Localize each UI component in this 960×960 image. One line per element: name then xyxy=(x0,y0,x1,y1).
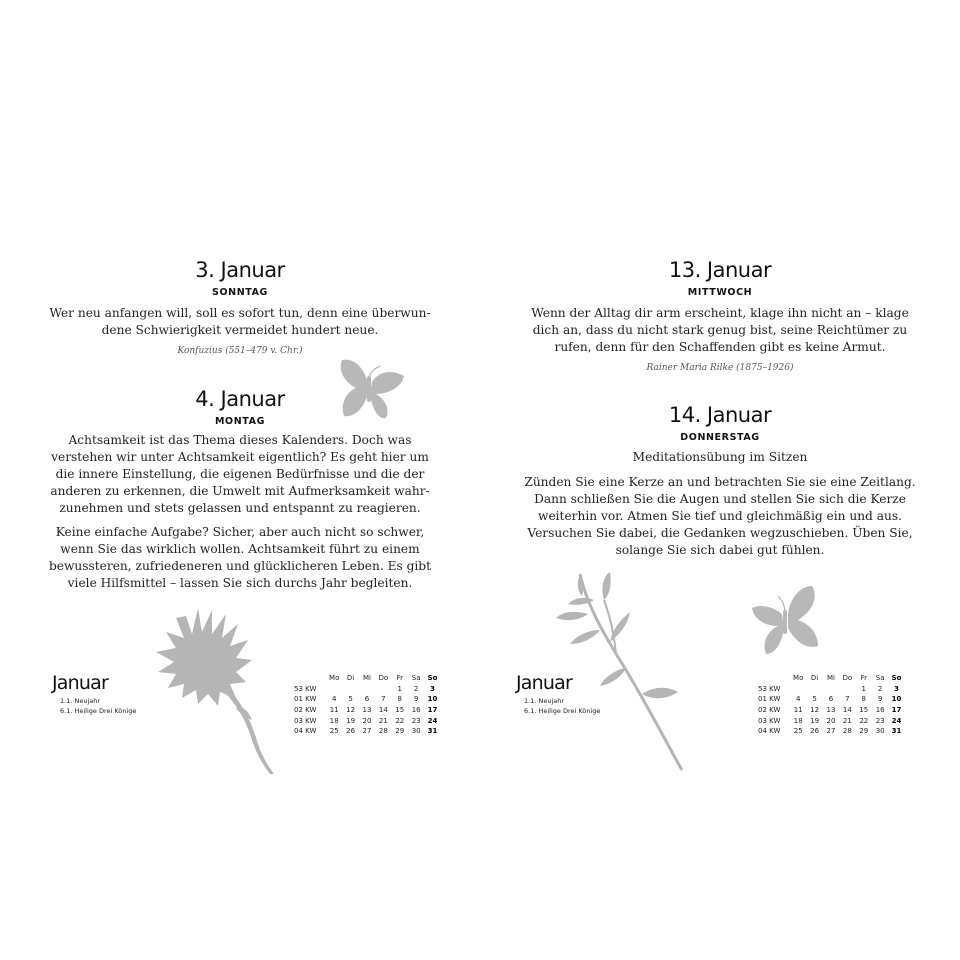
butterfly-icon xyxy=(748,584,824,658)
week-number: 01 KW xyxy=(294,695,317,704)
quote-text: Wenn der Alltag dir arm erscheint, klage ihn nicht an – klage dich an, dass du nicht stark genug bist, seine Reichtümer zu rufen, denn für den Schaffenden gibt es keine Armut. xyxy=(531,306,909,354)
calendar-day: 22 xyxy=(859,716,869,725)
calendar-day: 6 xyxy=(364,695,370,704)
calendar-day xyxy=(806,684,822,695)
calendar-day: 15 xyxy=(395,706,405,715)
weekday-header: Mi xyxy=(826,674,835,683)
calendar-day: 4 xyxy=(795,695,801,704)
calendar-week-row xyxy=(758,715,905,726)
month-calendar xyxy=(758,673,905,737)
month-name: Januar xyxy=(516,672,572,694)
calendar-day xyxy=(839,684,855,695)
calendar-day: 12 xyxy=(810,706,820,715)
week-number: 04 KW xyxy=(758,727,781,736)
calendar-week-row xyxy=(294,726,441,737)
flower-stem-icon xyxy=(554,570,690,774)
calendar-day: 7 xyxy=(381,695,386,704)
calendar-day: 23 xyxy=(875,716,885,725)
calendar-day: 1 xyxy=(861,684,866,693)
calendar-day: 29 xyxy=(395,727,405,736)
weekday-header: Do xyxy=(842,674,853,683)
calendar-day: 3 xyxy=(430,684,435,693)
calendar-header-row xyxy=(758,673,905,684)
calendar-day: 11 xyxy=(793,706,803,715)
week-number: 03 KW xyxy=(294,716,317,725)
calendar-day: 5 xyxy=(348,695,353,704)
calendar-day: 20 xyxy=(826,716,836,725)
calendar-day: 14 xyxy=(378,706,388,715)
calendar-day: 18 xyxy=(329,716,339,725)
calendar-day: 25 xyxy=(793,727,803,736)
calendar-day: 17 xyxy=(427,706,438,715)
week-number: 53 KW xyxy=(294,684,317,693)
calendar-day: 2 xyxy=(413,684,419,693)
calendar-day: 26 xyxy=(346,727,356,736)
calendar-day: 7 xyxy=(845,695,850,704)
weekday-header: Fr xyxy=(396,674,403,683)
quote-author: Rainer Maria Rilke (1875–1926) xyxy=(646,363,794,373)
calendar-day: 28 xyxy=(842,727,852,736)
calendar-day: 1 xyxy=(397,684,402,693)
weekday-label: SONNTAG xyxy=(212,287,268,298)
weekday-header: Di xyxy=(810,674,819,683)
calendar-day xyxy=(342,684,358,695)
calendar-day: 16 xyxy=(875,706,885,715)
week-number: 01 KW xyxy=(758,695,781,704)
week-number: 02 KW xyxy=(758,706,781,715)
calendar-day: 31 xyxy=(427,727,438,736)
calendar-day: 8 xyxy=(861,695,866,704)
calendar-day: 4 xyxy=(331,695,337,704)
calendar-day: 9 xyxy=(413,695,419,704)
calendar-day: 16 xyxy=(411,706,421,715)
calendar-day: 30 xyxy=(411,727,421,736)
calendar-day: 10 xyxy=(891,695,902,704)
calendar-week-row xyxy=(294,715,441,726)
week-number: 03 KW xyxy=(758,716,781,725)
weekday-header: Mo xyxy=(329,674,340,683)
calendar-day xyxy=(375,684,391,695)
day-title: 14. Januar xyxy=(668,403,772,427)
calendar-day: 25 xyxy=(329,727,339,736)
weekday-label: DONNERSTAG xyxy=(680,432,760,443)
holiday-item: 6.1. Heilige Drei Könige xyxy=(524,707,601,715)
day-title: 3. Januar xyxy=(195,258,285,282)
calendar-day: 2 xyxy=(877,684,883,693)
month-calendar xyxy=(294,673,441,737)
calendar-day: 20 xyxy=(362,716,372,725)
weekday-header: Sa xyxy=(411,674,421,683)
weekday-header: So xyxy=(427,674,438,683)
weekday-header: Di xyxy=(346,674,355,683)
weekday-header: Sa xyxy=(875,674,885,683)
calendar-day: 3 xyxy=(894,684,899,693)
weekday-label: MONTAG xyxy=(215,416,265,427)
calendar-day: 6 xyxy=(828,695,834,704)
quote-text: Wer neu anfangen will, soll es sofort tun, denn eine überwun- dene Schwierigkeit vermeidet hundert neue. xyxy=(49,306,431,337)
calendar-day xyxy=(326,684,342,695)
calendar-day: 31 xyxy=(891,727,902,736)
calendar-day: 29 xyxy=(859,727,869,736)
paragraph-2: Keine einfache Aufgabe? Sicher, aber auch nicht so schwer, wenn Sie das wirklich wollen. Achtsamkeit führt zu einem bewussteren, zufriedeneren und glücklicheren Leben. Es gibt viele Hilfsmittel – lassen Sie sich durchs Jahr begleiten. xyxy=(48,525,432,590)
calendar-day: 9 xyxy=(877,695,883,704)
right-page xyxy=(480,0,960,960)
calendar-day: 27 xyxy=(362,727,372,736)
paragraph-1: Achtsamkeit ist das Thema dieses Kalenders. Doch was verstehen wir unter Achtsamkeit eigentlich? Es geht hier um die innere Einstellung, die eigenen Bedürfnisse und die der anderen zu erkennen, die Umwelt mit Aufmerksamkeit wahr- zunehmen und stets gelassen und entspannt zu reagieren. xyxy=(50,433,430,515)
calendar-day: 21 xyxy=(842,716,852,725)
calendar-day: 17 xyxy=(891,706,902,715)
weekday-header: Mi xyxy=(362,674,371,683)
calendar-day: 11 xyxy=(329,706,339,715)
day-title: 13. Januar xyxy=(668,258,772,282)
holiday-item: 1.1. Neujahr xyxy=(524,697,565,705)
calendar-day: 22 xyxy=(395,716,405,725)
weekday-header: Fr xyxy=(860,674,867,683)
week-number: 02 KW xyxy=(294,706,317,715)
calendar-header-row xyxy=(294,673,441,684)
weekday-label: MITTWOCH xyxy=(687,287,753,298)
calendar-day: 18 xyxy=(793,716,803,725)
calendar-day: 21 xyxy=(378,716,388,725)
calendar-day: 27 xyxy=(826,727,836,736)
calendar-week-row xyxy=(294,684,441,695)
calendar-day: 13 xyxy=(362,706,372,715)
calendar-day: 8 xyxy=(397,695,402,704)
calendar-week-row xyxy=(294,705,441,716)
calendar-day: 12 xyxy=(346,706,356,715)
calendar-day: 26 xyxy=(810,727,820,736)
calendar-day: 24 xyxy=(427,716,438,725)
calendar-day xyxy=(823,684,839,695)
calendar-day: 24 xyxy=(891,716,902,725)
day-title: 4. Januar xyxy=(195,387,285,411)
calendar-day: 19 xyxy=(810,716,820,725)
calendar-day: 30 xyxy=(875,727,885,736)
calendar-day: 14 xyxy=(842,706,852,715)
calendar-week-row xyxy=(758,726,905,737)
holiday-item: 1.1. Neujahr xyxy=(60,697,101,705)
exercise-text: Zünden Sie eine Kerze an und betrachten Sie sie eine Zeitlang. Dann schließen Sie die Augen und stellen Sie sich die Kerze weiterhin vor. Atmen Sie tief und gleichmäßig ein und aus. Versuchen Sie dabei, die Gedanken wegzuschieben. Üben Sie, solange Sie sich dabei gut fühlen. xyxy=(524,475,916,557)
calendar-day xyxy=(790,684,806,695)
week-number: 04 KW xyxy=(294,727,317,736)
calendar-day: 13 xyxy=(826,706,836,715)
calendar-day: 5 xyxy=(812,695,817,704)
weekday-header: So xyxy=(891,674,902,683)
calendar-day: 10 xyxy=(427,695,438,704)
weekday-header: Mo xyxy=(793,674,804,683)
month-name: Januar xyxy=(52,672,108,694)
calendar-day xyxy=(359,684,375,695)
calendar-week-row xyxy=(294,694,441,705)
calendar-week-row xyxy=(758,684,905,695)
calendar-day: 28 xyxy=(378,727,388,736)
calendar-week-row xyxy=(758,705,905,716)
calendar-day: 15 xyxy=(859,706,869,715)
week-number: 53 KW xyxy=(758,684,781,693)
calendar-week-row xyxy=(758,694,905,705)
holiday-item: 6.1. Heilige Drei Könige xyxy=(60,707,137,715)
quote-author: Konfuzius (551–479 v. Chr.) xyxy=(177,346,303,356)
dandelion-icon xyxy=(146,604,278,776)
weekday-header: Do xyxy=(378,674,389,683)
calendar-day: 23 xyxy=(411,716,421,725)
calendar-day: 19 xyxy=(346,716,356,725)
exercise-subtitle: Meditationsübung im Sitzen xyxy=(632,450,808,464)
